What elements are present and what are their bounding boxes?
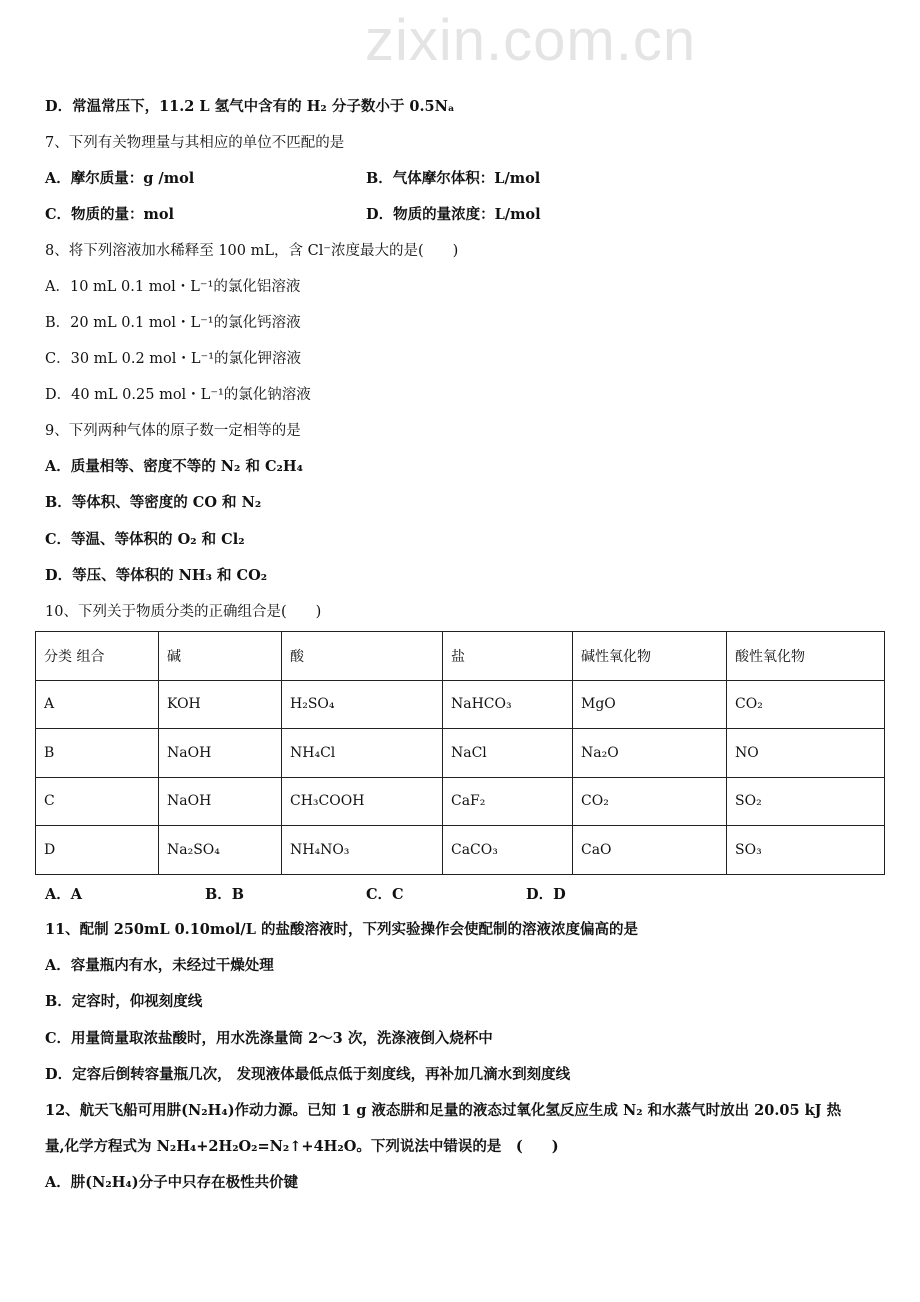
table-row [36, 680, 885, 729]
text-line: 量,化学方程式为 N₂H₄+2H₂O₂=N₂↑+4H₂O。下列说法中错误的是 ( ) [45, 1138, 559, 1155]
text-line: C．30 mL 0.2 mol・L⁻¹的氯化钾溶液 [45, 351, 302, 367]
table-cell: NH₄Cl [282, 729, 443, 778]
text-line: 10、下列关于物质分类的正确组合是( ) [45, 604, 322, 620]
text-line: 8、将下列溶液加水稀释至 100 mL，含 Cl⁻浓度最大的是( ) [45, 243, 459, 259]
q7-option: B．气体摩尔体积：L/mol [366, 170, 541, 187]
table-row [36, 777, 885, 826]
text-line: 9、下列两种气体的原子数一定相等的是 [45, 423, 301, 439]
table-cell: A [36, 680, 159, 729]
text-line: D．定容后倒转容量瓶几次， 发现液体最低点低于刻度线，再补加几滴水到刻度线 [45, 1066, 571, 1083]
table-cell: CO₂ [573, 777, 727, 826]
table-cell: CH₃COOH [282, 777, 443, 826]
table-cell: CO₂ [727, 680, 885, 729]
table-cell: 盐 [443, 632, 573, 681]
text-line: B．等体积、等密度的 CO 和 N₂ [45, 494, 262, 511]
table-cell: KOH [159, 680, 282, 729]
table-row [36, 826, 885, 875]
table-cell: NaOH [159, 729, 282, 778]
table-cell: 碱 [159, 632, 282, 681]
q10-option: A．A [45, 886, 83, 903]
table-cell: 酸性氧化物 [727, 632, 885, 681]
table-cell: NaCl [443, 729, 573, 778]
table-header-row [36, 632, 885, 681]
q10-option: D．D [526, 886, 566, 903]
text-line: D．等压、等体积的 NH₃ 和 CO₂ [45, 567, 268, 584]
text-line: 12、航天飞船可用肼(N₂H₄)作动力源。已知 1 g 液态肼和足量的液态过氧化氢反应生成 N₂ 和水蒸气时放出 20.05 kJ 热 [45, 1102, 842, 1119]
text-line: C．等温、等体积的 O₂ 和 Cl₂ [45, 531, 245, 548]
table-cell: Na₂O [573, 729, 727, 778]
table-cell: Na₂SO₄ [159, 826, 282, 875]
table-cell: MgO [573, 680, 727, 729]
table-cell: NO [727, 729, 885, 778]
table-cell: NaOH [159, 777, 282, 826]
text-line: A．10 mL 0.1 mol・L⁻¹的氯化铝溶液 [45, 279, 301, 295]
table-cell: 酸 [282, 632, 443, 681]
text-line: A．容量瓶内有水，未经过干燥处理 [45, 957, 274, 974]
text-line: 7、下列有关物理量与其相应的单位不匹配的是 [45, 135, 345, 151]
table-row [36, 729, 885, 778]
table-body [36, 632, 885, 875]
q10-option: B．B [205, 886, 245, 903]
table-cell: NaHCO₃ [443, 680, 573, 729]
text-line: A．肼(N₂H₄)分子中只存在极性共价键 [45, 1174, 299, 1191]
text-line: B．定容时，仰视刻度线 [45, 993, 203, 1010]
table-cell: D [36, 826, 159, 875]
classification-table [35, 631, 885, 875]
text-line: 11、配制 250mL 0.10mol/L 的盐酸溶液时，下列实验操作会使配制的溶液浓度偏高的是 [45, 921, 638, 938]
q10-option: C．C [366, 886, 404, 903]
table-cell: SO₃ [727, 826, 885, 875]
table-cell: H₂SO₄ [282, 680, 443, 729]
text-line: A．质量相等、密度不等的 N₂ 和 C₂H₄ [45, 458, 303, 475]
table-cell: NH₄NO₃ [282, 826, 443, 875]
q7-option: A．摩尔质量：g /mol [45, 170, 195, 187]
table-cell: B [36, 729, 159, 778]
table-cell: CaF₂ [443, 777, 573, 826]
table-cell: CaO [573, 826, 727, 875]
watermark: zixin.com.cn [365, 8, 697, 73]
text-line: D．40 mL 0.25 mol・L⁻¹的氯化钠溶液 [45, 387, 311, 403]
table-cell: 碱性氧化物 [573, 632, 727, 681]
table-cell: C [36, 777, 159, 826]
q7-option: C．物质的量：mol [45, 206, 175, 223]
q7-option: D．物质的量浓度：L/mol [366, 206, 541, 223]
text-line: D．常温常压下，11.2 L 氢气中含有的 H₂ 分子数小于 0.5Nₐ [45, 98, 455, 115]
table-cell: CaCO₃ [443, 826, 573, 875]
text-line: B．20 mL 0.1 mol・L⁻¹的氯化钙溶液 [45, 315, 301, 331]
text-line: C．用量筒量取浓盐酸时，用水洗涤量筒 2～3 次，洗涤液倒入烧杯中 [45, 1030, 493, 1047]
table-cell: 分类 组合 [36, 632, 159, 681]
table-cell: SO₂ [727, 777, 885, 826]
